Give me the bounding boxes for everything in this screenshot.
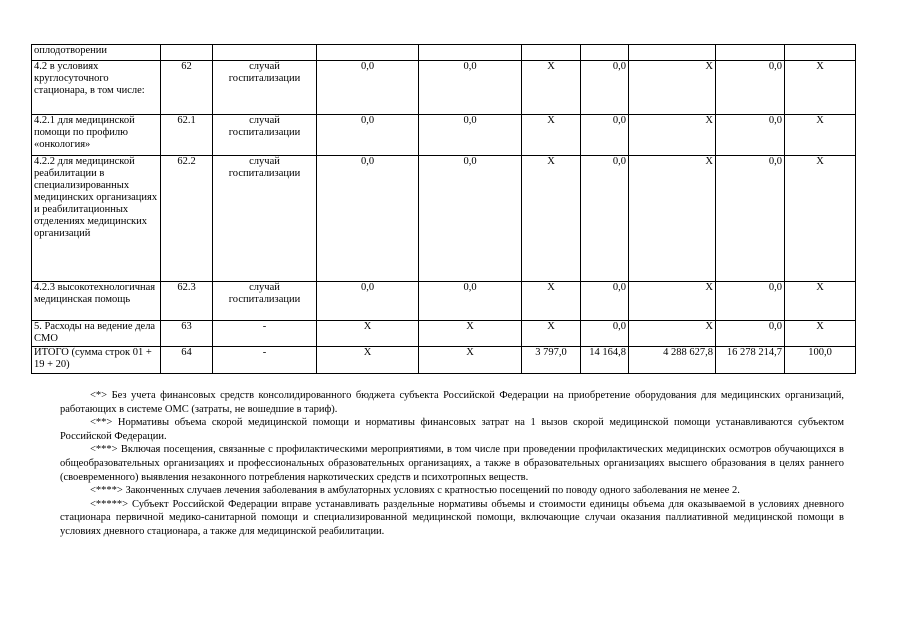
table-cell xyxy=(161,45,213,61)
footnote-5: <*****> Субъект Российской Федерации вправе устанавливать раздельные нормативы объемы и стоимости единицы объема для оказываемой в условиях дневного стационара первичной медико-санитарной помощи и специализированной медицинской помощи, включающие случаи оказания паллиативной медицинской помощи в условиях дневного стационара, а также для медицинской реабилитации. xyxy=(60,498,844,537)
table-cell xyxy=(317,45,419,61)
table-cell: 100,0 xyxy=(785,347,856,374)
table-cell: 0,0 xyxy=(581,115,629,156)
table-cell: случай госпитализации xyxy=(213,282,317,321)
table-cell: 0,0 xyxy=(581,321,629,347)
table-cell: X xyxy=(785,115,856,156)
table-cell: 62.1 xyxy=(161,115,213,156)
table-cell: случай госпитализации xyxy=(213,61,317,115)
table-cell: 0,0 xyxy=(317,61,419,115)
table-cell: 0,0 xyxy=(716,156,785,282)
table-cell: 0,0 xyxy=(581,156,629,282)
footnote-2: <**> Нормативы объема скорой медицинской помощи и нормативы финансовых затрат на 1 вызов скорой медицинской помощи устанавливаются субъектом Российской Федерации. xyxy=(60,417,844,442)
row-label-cell: оплодотворении xyxy=(32,45,161,61)
table-row xyxy=(32,45,856,61)
table-cell: 0,0 xyxy=(419,115,522,156)
table-cell: X xyxy=(522,321,581,347)
table-cell: X xyxy=(419,321,522,347)
footnotes xyxy=(60,389,844,539)
table-row xyxy=(32,115,856,156)
table-cell: 0,0 xyxy=(419,61,522,115)
data-table xyxy=(31,44,856,374)
table-cell: X xyxy=(522,115,581,156)
table-cell: X xyxy=(317,321,419,347)
table-cell: случай госпитализации xyxy=(213,115,317,156)
table-cell: X xyxy=(629,321,716,347)
table-cell: 62 xyxy=(161,61,213,115)
table-row xyxy=(32,282,856,321)
footnote-4: <****> Законченных случаев лечения заболевания в амбулаторных условиях с кратностью посещений по поводу одного заболевания не менее 2. xyxy=(90,485,740,497)
row-label-cell: 4.2 в условиях круглосуточного стационара, в том числе: xyxy=(32,61,161,115)
table-row xyxy=(32,61,856,115)
table-row xyxy=(32,347,856,374)
table-cell: X xyxy=(522,61,581,115)
table-cell: X xyxy=(522,282,581,321)
table-cell: X xyxy=(785,61,856,115)
table-cell: - xyxy=(213,321,317,347)
table-cell xyxy=(522,45,581,61)
table-cell: 0,0 xyxy=(317,282,419,321)
table-cell: X xyxy=(419,347,522,374)
table-cell: 0,0 xyxy=(317,115,419,156)
footnote-1: <*> Без учета финансовых средств консолидированного бюджета субъекта Российской Федерации на приобретение оборудования для медицинских организаций, работающих в системе ОМС (затраты, не вошедшие в тариф). xyxy=(60,390,844,415)
table-cell: 0,0 xyxy=(581,61,629,115)
table-cell xyxy=(629,45,716,61)
table-cell: 64 xyxy=(161,347,213,374)
table-cell: 0,0 xyxy=(716,282,785,321)
footnote-3: <***> Включая посещения, связанные с профилактическими мероприятиями, в том числе при проведении профилактических медицинских осмотров обучающихся в общеобразовательных организациях и профессиональных образовательных организациях, а также в образовательных организациях высшего образования в целях раннего (своевременного) выявления незаконного потребления наркотических средств и психотропных веществ. xyxy=(60,444,844,483)
row-label-cell: 4.2.3 высокотехнологичная медицинская помощь xyxy=(32,282,161,321)
table-cell: X xyxy=(629,61,716,115)
table-cell: X xyxy=(629,282,716,321)
table-cell: 0,0 xyxy=(419,156,522,282)
table-row xyxy=(32,321,856,347)
table-cell: X xyxy=(522,156,581,282)
table-cell xyxy=(716,45,785,61)
table-cell xyxy=(213,45,317,61)
row-label-cell: 4.2.2 для медицинской реабилитации в специализированных медицинских организациях и реабилитационных отделениях медицинских организаций xyxy=(32,156,161,282)
table-cell: 62.3 xyxy=(161,282,213,321)
table-cell: 63 xyxy=(161,321,213,347)
table-cell: 14 164,8 xyxy=(581,347,629,374)
table-cell: 3 797,0 xyxy=(522,347,581,374)
table-cell: 0,0 xyxy=(716,61,785,115)
table-cell: X xyxy=(629,156,716,282)
row-label-cell: ИТОГО (сумма строк 01 + 19 + 20) xyxy=(32,347,161,374)
table-cell: 62.2 xyxy=(161,156,213,282)
table-cell: 0,0 xyxy=(581,282,629,321)
table-cell xyxy=(785,45,856,61)
table-cell: X xyxy=(317,347,419,374)
table-cell xyxy=(581,45,629,61)
table-cell: X xyxy=(785,282,856,321)
table-cell: 0,0 xyxy=(716,321,785,347)
table-row xyxy=(32,156,856,282)
row-label-cell: 5. Расходы на ведение дела СМО xyxy=(32,321,161,347)
table-cell: 4 288 627,8 xyxy=(629,347,716,374)
table-cell xyxy=(419,45,522,61)
table-cell: 16 278 214,7 xyxy=(716,347,785,374)
table-cell: 0,0 xyxy=(317,156,419,282)
table-cell: X xyxy=(785,321,856,347)
table-cell: 0,0 xyxy=(419,282,522,321)
table-cell: случай госпитализации xyxy=(213,156,317,282)
table-cell: X xyxy=(629,115,716,156)
table-cell: X xyxy=(785,156,856,282)
table-cell: 0,0 xyxy=(716,115,785,156)
table-cell: - xyxy=(213,347,317,374)
row-label-cell: 4.2.1 для медицинской помощи по профилю «онкология» xyxy=(32,115,161,156)
